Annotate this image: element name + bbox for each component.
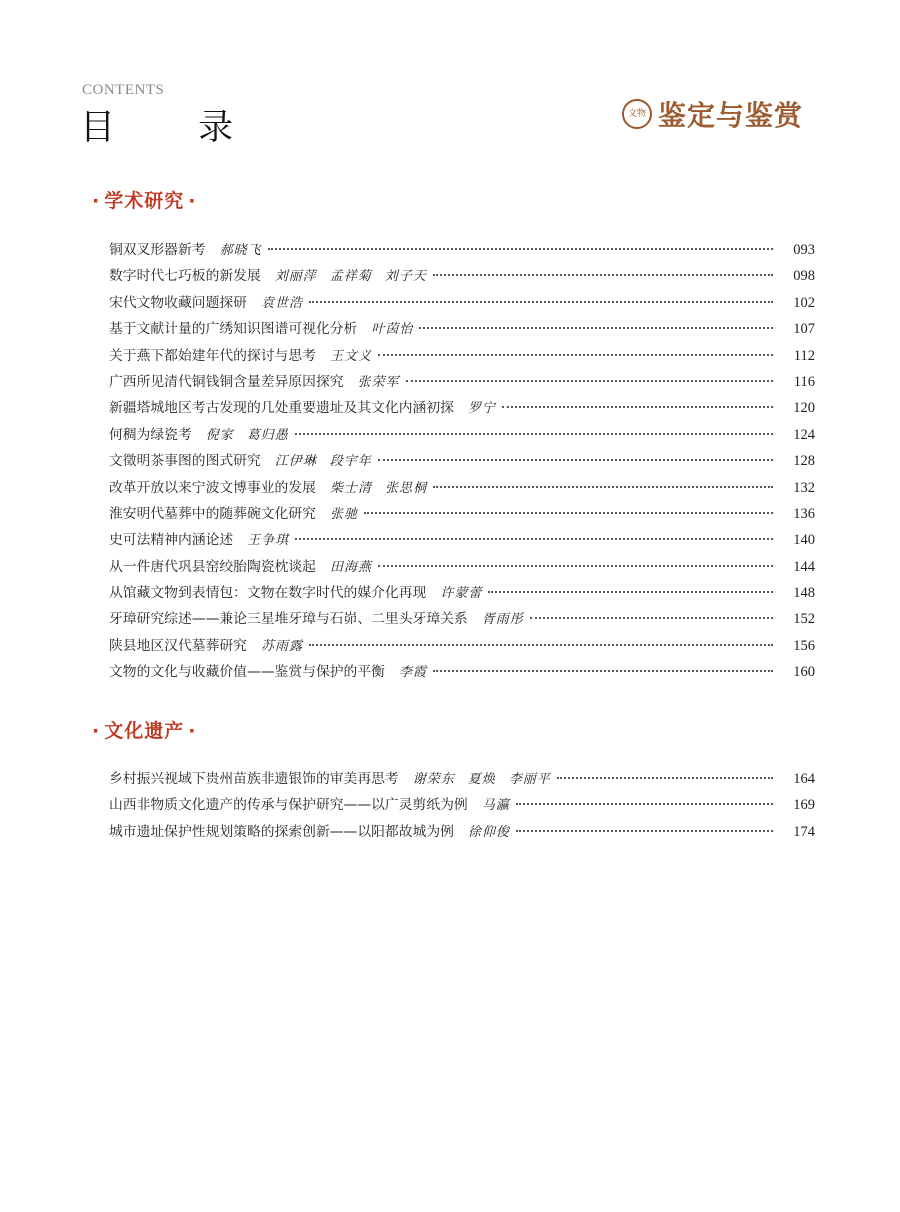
toc-entry-author: 柴士清 xyxy=(329,480,372,496)
toc-entry[interactable] xyxy=(109,264,815,290)
section-heading-academic xyxy=(88,186,200,213)
toc-entry-page-number: 120 xyxy=(793,400,815,417)
toc-entry-author: 段宇年 xyxy=(329,454,372,470)
toc-entry-authors xyxy=(468,821,510,840)
toc-entry-authors xyxy=(358,371,400,390)
toc-entry-author: 江伊琳 xyxy=(274,454,317,470)
toc-entry-title: 何稠为绿瓷考 xyxy=(109,426,192,443)
toc-entry-author: 胥雨彤 xyxy=(481,612,524,628)
toc-entry-title: 基于文献计量的广绣知识图谱可视化分析 xyxy=(109,321,358,338)
toc-entry-title: 从馆藏文物到表情包：文物在数字时代的媒介化再现 xyxy=(109,585,427,602)
toc-entry[interactable] xyxy=(109,528,815,554)
toc-entry-author: 李霞 xyxy=(398,665,427,681)
toc-entry-author: 许蒙蕾 xyxy=(440,586,483,602)
toc-entry-author: 徐仰俊 xyxy=(467,824,510,840)
toc-entry-page-number: 169 xyxy=(793,797,815,814)
toc-leader-dots xyxy=(378,459,773,461)
toc-leader-dots xyxy=(433,486,773,488)
toc-entry[interactable] xyxy=(109,634,815,660)
toc-entry-page-number: 102 xyxy=(793,294,815,311)
toc-entry-authors xyxy=(275,265,427,284)
toc-entry-authors xyxy=(399,661,427,680)
toc-entry-title: 关于燕下都始建年代的探讨与思考 xyxy=(109,347,316,364)
toc-entry-author: 李丽平 xyxy=(508,772,551,787)
toc-entry-page-number: 174 xyxy=(793,823,815,840)
toc-leader-dots xyxy=(378,565,773,567)
toc-leader-dots xyxy=(406,380,773,382)
page-title: 目 录 xyxy=(80,108,270,148)
toc-entry-page-number: 152 xyxy=(793,611,815,628)
toc-entry-author: 谢荣东 xyxy=(412,772,455,787)
toc-list-heritage xyxy=(109,767,815,846)
toc-entry-page-number: 144 xyxy=(793,558,815,575)
toc-entry[interactable] xyxy=(109,370,815,396)
toc-entry-authors xyxy=(440,582,482,601)
toc-entry-title: 数字时代七巧板的新发展 xyxy=(109,268,261,285)
toc-entry-author: 田海燕 xyxy=(329,559,372,575)
logo-seal-icon: 文物 xyxy=(622,99,652,129)
toc-entry-title: 宋代文物收藏问题探研 xyxy=(109,294,247,311)
section-heading-label: 学术研究 xyxy=(104,190,185,212)
toc-entry-authors xyxy=(261,292,303,311)
toc-entry-author: 倪家 xyxy=(205,427,234,443)
toc-entry[interactable] xyxy=(109,344,815,370)
toc-entry-authors xyxy=(220,239,262,258)
toc-entry-authors xyxy=(482,608,524,627)
toc-entry-title: 文物的文化与收藏价值——鉴赏与保护的平衡 xyxy=(109,664,385,681)
toc-entry-author: 夏焕 xyxy=(467,772,496,787)
toc-entry-author: 孟祥菊 xyxy=(329,269,372,285)
toc-leader-dots xyxy=(309,301,773,303)
toc-entry-title: 改革开放以来宁波文博事业的发展 xyxy=(109,479,316,496)
toc-entry-authors xyxy=(413,768,551,787)
journal-logo xyxy=(622,94,803,134)
heading-dot: · xyxy=(92,190,101,212)
toc-entry[interactable] xyxy=(109,767,815,793)
toc-entry[interactable] xyxy=(109,820,815,846)
toc-leader-dots xyxy=(378,354,773,356)
toc-entry[interactable] xyxy=(109,476,815,502)
toc-entry-author: 张驰 xyxy=(329,506,358,522)
toc-leader-dots xyxy=(433,274,773,276)
toc-entry-page-number: 136 xyxy=(793,505,815,522)
toc-entry-page-number: 107 xyxy=(793,321,815,338)
toc-leader-dots xyxy=(530,617,773,619)
toc-entry-title: 史可法精神内涵论述 xyxy=(109,532,234,549)
toc-entry-page-number: 132 xyxy=(793,479,815,496)
toc-entry-title: 乡村振兴视域下贵州苗族非遗银饰的审美再思考 xyxy=(109,771,399,787)
toc-entry-title: 陕县地区汉代墓葬研究 xyxy=(109,637,247,654)
toc-leader-dots xyxy=(433,670,773,672)
toc-entry[interactable] xyxy=(109,607,815,633)
toc-entry-authors xyxy=(206,424,289,443)
toc-entry-authors xyxy=(247,529,289,548)
toc-entry-author: 葛归愚 xyxy=(246,427,289,443)
toc-entry-page-number: 148 xyxy=(793,585,815,602)
toc-entry[interactable] xyxy=(109,555,815,581)
toc-entry-authors xyxy=(330,556,372,575)
toc-entry[interactable] xyxy=(109,660,815,686)
toc-entry-page-number: 098 xyxy=(793,268,815,285)
toc-entry-authors xyxy=(330,503,358,522)
toc-leader-dots xyxy=(419,327,773,329)
toc-entry-author: 叶茵怡 xyxy=(371,322,414,338)
toc-entry-author: 苏雨露 xyxy=(260,638,303,654)
heading-dot: · xyxy=(188,720,197,742)
toc-entry[interactable] xyxy=(109,423,815,449)
toc-entry-author: 刘丽萍 xyxy=(274,269,317,285)
toc-entry-page-number: 160 xyxy=(793,664,815,681)
toc-entry-page-number: 140 xyxy=(793,532,815,549)
toc-entry-authors xyxy=(330,477,427,496)
toc-leader-dots xyxy=(309,644,773,646)
toc-entry-title: 山西非物质文化遗产的传承与保护研究——以广灵剪纸为例 xyxy=(109,797,468,814)
toc-entry-title: 广西所见清代铜钱铜含量差异原因探究 xyxy=(109,373,344,390)
toc-entry-author: 郝晓飞 xyxy=(219,243,262,258)
toc-entry-title: 从一件唐代巩县窑绞胎陶瓷枕谈起 xyxy=(109,558,316,575)
toc-entry-title: 淮安明代墓葬中的随葬碗文化研究 xyxy=(109,505,316,522)
toc-entry-page-number: 116 xyxy=(793,373,815,390)
toc-entry-authors xyxy=(330,345,372,364)
toc-entry-title: 新疆塔城地区考古发现的几处重要遗址及其文化内涵初探 xyxy=(109,400,454,417)
toc-entry-page-number: 156 xyxy=(793,637,815,654)
toc-entry-authors xyxy=(275,450,372,469)
toc-entry[interactable] xyxy=(109,238,815,264)
toc-entry-author: 袁世浩 xyxy=(260,295,303,311)
toc-entry-page-number: 164 xyxy=(793,771,815,787)
toc-entry-page-number: 128 xyxy=(793,453,815,470)
toc-leader-dots xyxy=(502,406,773,408)
toc-leader-dots xyxy=(295,433,773,435)
toc-entry[interactable] xyxy=(109,291,815,317)
toc-entry-authors xyxy=(482,794,510,813)
toc-leader-dots xyxy=(557,777,773,779)
toc-entry[interactable] xyxy=(109,449,815,475)
toc-entry-page-number: 093 xyxy=(793,242,815,258)
toc-entry-title: 牙璋研究综述——兼论三星堆牙璋与石峁、二里头牙璋关系 xyxy=(109,611,468,628)
toc-entry-author: 张荣军 xyxy=(357,374,400,390)
toc-entry-author: 王争琪 xyxy=(247,533,290,549)
toc-entry-title: 文徵明茶事图的图式研究 xyxy=(109,453,261,470)
toc-leader-dots xyxy=(268,248,773,250)
toc-entry[interactable] xyxy=(109,502,815,528)
toc-entry-title: 城市遗址保护性规划策略的探索创新——以阳都故城为例 xyxy=(109,823,454,840)
toc-entry[interactable] xyxy=(109,317,815,343)
toc-entry-author: 马瀛 xyxy=(481,798,510,814)
toc-entry-page-number: 112 xyxy=(793,347,815,364)
logo-text: 鉴定与鉴赏 xyxy=(658,99,804,132)
toc-list-academic xyxy=(109,238,815,687)
toc-entry[interactable] xyxy=(109,793,815,819)
heading-dot: · xyxy=(188,190,197,212)
toc-entry-author: 罗宁 xyxy=(467,401,496,417)
toc-entry-authors xyxy=(371,318,413,337)
toc-entry-authors xyxy=(261,635,303,654)
toc-entry-title: 铜双叉形器新考 xyxy=(109,242,206,258)
toc-entry-author: 王文义 xyxy=(329,348,372,364)
toc-entry-authors xyxy=(468,397,496,416)
toc-leader-dots xyxy=(488,591,773,593)
toc-leader-dots xyxy=(516,830,773,832)
toc-leader-dots xyxy=(295,538,773,540)
heading-dot: · xyxy=(92,720,101,742)
section-heading-heritage xyxy=(88,716,200,743)
section-heading-label: 文化遗产 xyxy=(104,720,185,742)
contents-label: CONTENTS xyxy=(82,82,165,98)
toc-leader-dots xyxy=(516,803,773,805)
toc-entry-page-number: 124 xyxy=(793,426,815,443)
toc-leader-dots xyxy=(364,512,773,514)
toc-entry[interactable] xyxy=(109,581,815,607)
toc-entry-author: 张思桐 xyxy=(384,480,427,496)
toc-entry[interactable] xyxy=(109,396,815,422)
toc-entry-author: 刘子天 xyxy=(384,269,427,285)
